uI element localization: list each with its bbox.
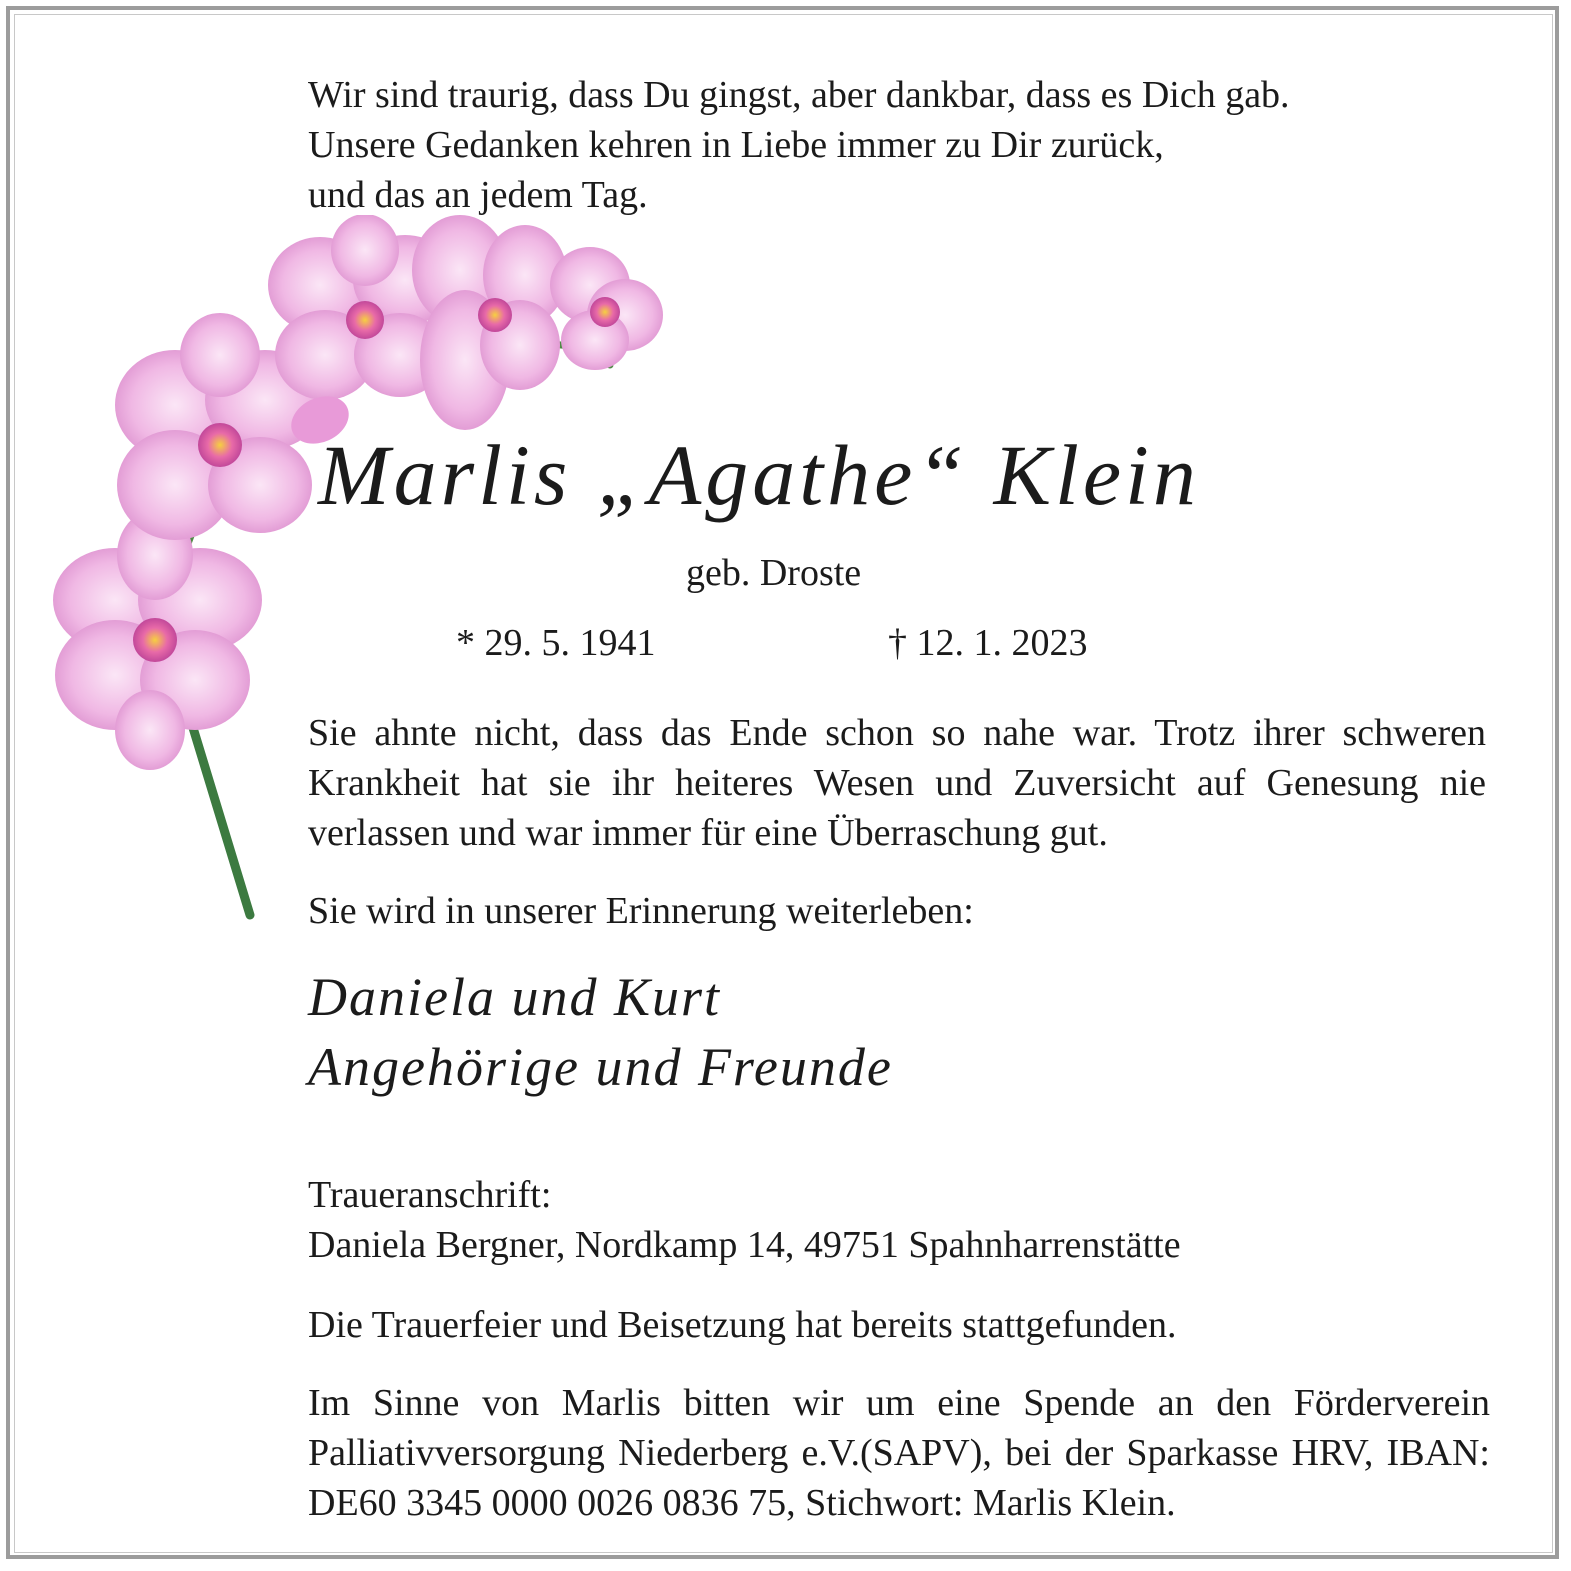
intro-quote bbox=[308, 70, 1290, 220]
mourning-address: Daniela Bergner, Nordkamp 14, 49751 Spahnharrenstätte bbox=[308, 1224, 1181, 1266]
remember-line: Sie wird in unserer Erinnerung weiterleben: bbox=[308, 890, 974, 932]
deceased-name: Marlis „Agathe“ Klein bbox=[318, 427, 1200, 523]
death-date: † 12. 1. 2023 bbox=[888, 622, 1088, 664]
body-text: Sie ahnte nicht, dass das Ende schon so nahe war. Trotz ihrer schweren Krankheit hat sie ihr heiteres Wesen und Zuversicht auf Genesung nie verlassen und war immer für eine Überraschung gut. bbox=[308, 712, 1486, 854]
intro-line: und das an jedem Tag. bbox=[308, 174, 648, 216]
mourner-line: Angehörige und Freunde bbox=[308, 1037, 893, 1097]
donation-text: Im Sinne von Marlis bitten wir um eine Spende an den Förderverein Palliativversorgung Niederberg e.V.(SAPV), bei der Sparkasse HRV, IBAN: DE60 3345 0000 0026 0836 75, Stichwort: Marlis Klein. bbox=[308, 1382, 1490, 1524]
mourner-line: Daniela und Kurt bbox=[308, 967, 722, 1027]
ceremony-note: Die Trauerfeier und Beisetzung hat bereits stattgefunden. bbox=[308, 1304, 1177, 1346]
born-name: geb. Droste bbox=[686, 552, 862, 594]
address-label: Traueranschrift: bbox=[308, 1174, 552, 1216]
intro-line: Unsere Gedanken kehren in Liebe immer zu Dir zurück, bbox=[308, 124, 1164, 166]
birth-date: * 29. 5. 1941 bbox=[456, 622, 656, 664]
intro-line: Wir sind traurig, dass Du gingst, aber dankbar, dass es Dich gab. bbox=[308, 74, 1290, 116]
